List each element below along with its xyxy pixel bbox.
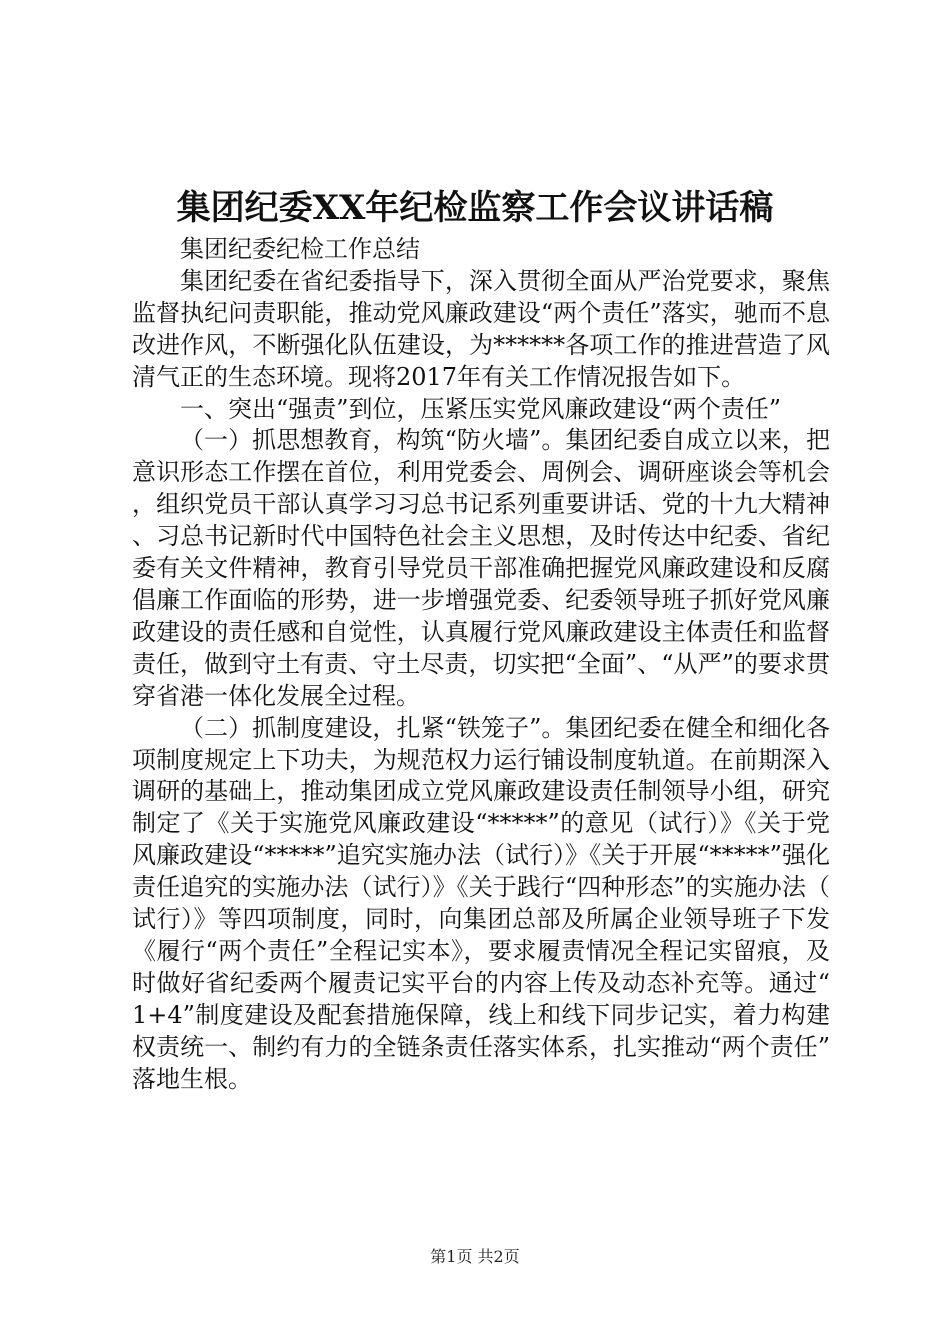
body-paragraph-ideology: （一）抓思想教育，构筑“防火墙”。集团纪委自成立以来，把意识形态工作摆在首位，利用党委会、周例会、调研座谈会等机会，组织党员干部认真学习习总书记系列重要讲话、党的十九大精神、习总书记新时代中国特色社会主义思想，及时传达中纪委、省纪委有关文件精神，教育引导党员干部准确把握党风廉政建设和反腐倡廉工作面临的形势，进一步增强党委、纪委领导班子抓好党风廉政建设的责任感和自觉性，认真履行党风廉政建设主体责任和监督责任，做到守土有责、守土尽责，切实把“全面”、“从严”的要求贯穿省港一体化发展全过程。: [132, 426, 830, 710]
document-title: 集团纪委XX年纪检监察工作会议讲话稿: [176, 188, 774, 228]
intro-paragraph: 集团纪委在省纪委指导下，深入贯彻全面从严治党要求，聚焦监督执纪问责职能，推动党风廉政建设“两个责任”落实，驰而不息改进作风，不断强化队伍建设，为******各项工作的推进营造了风清气正的生态环境。现将2017年有关工作情况报告如下。: [132, 266, 830, 391]
section-subtitle: 集团纪委纪检工作总结: [180, 235, 420, 263]
section-heading: 一、突出“强责”到位，压紧压实党风廉政建设“两个责任”: [180, 394, 782, 423]
page-footer: 第1页 共2页: [430, 1247, 520, 1266]
body-paragraph-system: （二）抓制度建设，扎紧“铁笼子”。集团纪委在健全和细化各项制度规定上下功夫，为规范权力运行铺设制度轨道。在前期深入调研的基础上，推动集团成立党风廉政建设责任制领导小组，研究制定了《关于实施党风廉政建设“*****”的意见（试行）》《关于党风廉政建设“*****”追究实施办法（试行）》《关于开展“*****”强化责任追究的实施办法（试行）》《关于践行“四种形态”的实施办法（试行）》等四项制度，同时，向集团总部及所属企业领导班子下发《履行“两个责任”全程记实本》，要求履责情况全程记实留痕，及时做好省纪委两个履责记实平台的内容上传及动态补充等。通过“1+4”制度建设及配套措施保障，线上和线下同步记实，着力构建权责统一、制约有力的全链条责任落实体系，扎实推动“两个责任”落地生根。: [132, 713, 830, 1093]
document-body: [132, 234, 830, 1095]
